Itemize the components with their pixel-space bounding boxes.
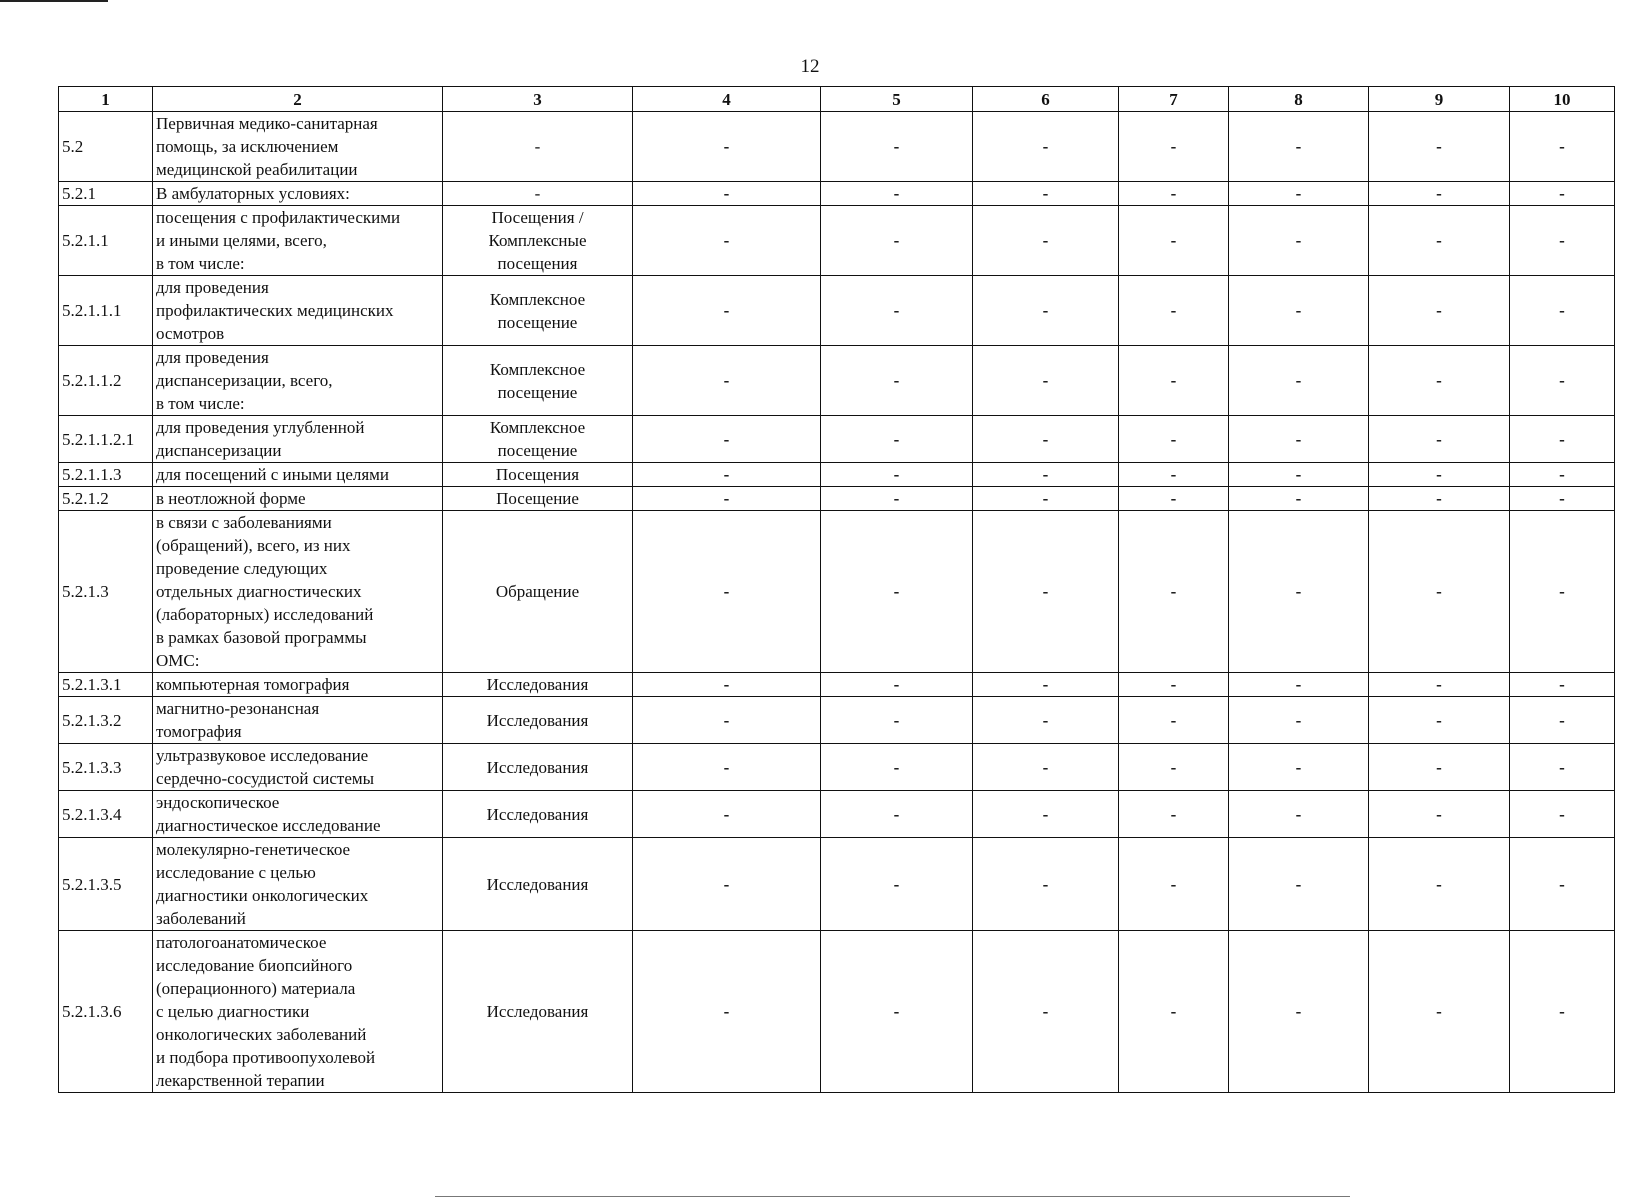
row-name: В амбулаторных условиях: xyxy=(153,182,443,206)
row-value-col-10: - xyxy=(1510,487,1615,511)
row-name: для проведения профилактических медицинских осмотров xyxy=(153,276,443,346)
row-unit: Посещения / Комплексные посещения xyxy=(443,206,633,276)
table-row xyxy=(59,346,1615,416)
column-header-1: 1 xyxy=(59,87,153,112)
row-value-col-10: - xyxy=(1510,838,1615,931)
row-value-col-10: - xyxy=(1510,791,1615,838)
row-unit: Комплексное посещение xyxy=(443,276,633,346)
row-value-col-4: - xyxy=(633,673,821,697)
table-row xyxy=(59,744,1615,791)
page-number: 12 xyxy=(800,56,820,77)
row-unit: Комплексное посещение xyxy=(443,346,633,416)
row-unit: Посещения xyxy=(443,463,633,487)
row-value-col-10: - xyxy=(1510,511,1615,673)
row-code: 5.2.1.1.1 xyxy=(59,276,153,346)
row-value-col-4: - xyxy=(633,346,821,416)
row-value-col-9: - xyxy=(1369,511,1510,673)
row-value-col-6: - xyxy=(973,838,1119,931)
row-value-col-10: - xyxy=(1510,276,1615,346)
row-value-col-9: - xyxy=(1369,463,1510,487)
row-value-col-4: - xyxy=(633,463,821,487)
row-value-col-8: - xyxy=(1229,673,1369,697)
row-value-col-7: - xyxy=(1119,276,1229,346)
row-code: 5.2.1.1.3 xyxy=(59,463,153,487)
column-header-3: 3 xyxy=(443,87,633,112)
row-value-col-8: - xyxy=(1229,276,1369,346)
row-value-col-5: - xyxy=(821,463,973,487)
row-value-col-5: - xyxy=(821,416,973,463)
row-value-col-5: - xyxy=(821,791,973,838)
row-code: 5.2.1.3.1 xyxy=(59,673,153,697)
row-value-col-10: - xyxy=(1510,112,1615,182)
row-code: 5.2.1 xyxy=(59,182,153,206)
row-unit: Обращение xyxy=(443,511,633,673)
row-value-col-9: - xyxy=(1369,182,1510,206)
column-header-7: 7 xyxy=(1119,87,1229,112)
row-value-col-5: - xyxy=(821,112,973,182)
row-value-col-9: - xyxy=(1369,112,1510,182)
row-code: 5.2.1.3.6 xyxy=(59,931,153,1093)
row-value-col-6: - xyxy=(973,791,1119,838)
row-value-col-4: - xyxy=(633,511,821,673)
row-value-col-9: - xyxy=(1369,673,1510,697)
row-value-col-7: - xyxy=(1119,673,1229,697)
top-rule xyxy=(0,0,108,2)
column-header-4: 4 xyxy=(633,87,821,112)
row-name: эндоскопическое диагностическое исследование xyxy=(153,791,443,838)
table-row xyxy=(59,511,1615,673)
row-value-col-5: - xyxy=(821,697,973,744)
row-value-col-6: - xyxy=(973,744,1119,791)
row-name: компьютерная томография xyxy=(153,673,443,697)
row-value-col-8: - xyxy=(1229,112,1369,182)
row-value-col-9: - xyxy=(1369,697,1510,744)
row-value-col-4: - xyxy=(633,276,821,346)
row-value-col-9: - xyxy=(1369,487,1510,511)
row-name: молекулярно-генетическое исследование с целью диагностики онкологических заболеваний xyxy=(153,838,443,931)
row-unit: Комплексное посещение xyxy=(443,416,633,463)
row-value-col-7: - xyxy=(1119,346,1229,416)
row-value-col-9: - xyxy=(1369,206,1510,276)
table-row xyxy=(59,487,1615,511)
row-value-col-10: - xyxy=(1510,416,1615,463)
row-value-col-6: - xyxy=(973,206,1119,276)
row-value-col-8: - xyxy=(1229,346,1369,416)
row-code: 5.2.1.1.2.1 xyxy=(59,416,153,463)
row-value-col-10: - xyxy=(1510,673,1615,697)
row-value-col-4: - xyxy=(633,744,821,791)
row-value-col-9: - xyxy=(1369,346,1510,416)
row-code: 5.2.1.3.4 xyxy=(59,791,153,838)
row-value-col-4: - xyxy=(633,182,821,206)
row-unit: Исследования xyxy=(443,673,633,697)
row-value-col-8: - xyxy=(1229,697,1369,744)
row-value-col-5: - xyxy=(821,487,973,511)
row-value-col-7: - xyxy=(1119,697,1229,744)
row-value-col-9: - xyxy=(1369,416,1510,463)
row-name: в неотложной форме xyxy=(153,487,443,511)
row-value-col-7: - xyxy=(1119,463,1229,487)
row-name: ультразвуковое исследование сердечно-сосудистой системы xyxy=(153,744,443,791)
row-value-col-7: - xyxy=(1119,511,1229,673)
row-value-col-10: - xyxy=(1510,697,1615,744)
row-value-col-4: - xyxy=(633,697,821,744)
row-value-col-6: - xyxy=(973,416,1119,463)
row-name: посещения с профилактическими и иными целями, всего, в том числе: xyxy=(153,206,443,276)
row-value-col-7: - xyxy=(1119,206,1229,276)
table-row xyxy=(59,838,1615,931)
row-value-col-4: - xyxy=(633,416,821,463)
column-header-8: 8 xyxy=(1229,87,1369,112)
row-value-col-6: - xyxy=(973,463,1119,487)
row-code: 5.2.1.3.2 xyxy=(59,697,153,744)
data-table xyxy=(58,86,1615,1093)
table-row xyxy=(59,697,1615,744)
column-header-5: 5 xyxy=(821,87,973,112)
row-value-col-10: - xyxy=(1510,931,1615,1093)
row-name: для посещений с иными целями xyxy=(153,463,443,487)
row-unit: - xyxy=(443,182,633,206)
row-value-col-9: - xyxy=(1369,744,1510,791)
row-value-col-7: - xyxy=(1119,182,1229,206)
row-value-col-10: - xyxy=(1510,182,1615,206)
row-value-col-4: - xyxy=(633,206,821,276)
row-unit: Исследования xyxy=(443,697,633,744)
table-row xyxy=(59,673,1615,697)
bottom-rule xyxy=(435,1196,1350,1197)
row-name: патологоанатомическое исследование биопсийного (операционного) материала с целью диагностики онкологических заболеваний и подбора противоопухолевой лекарственной терапии xyxy=(153,931,443,1093)
row-value-col-10: - xyxy=(1510,206,1615,276)
row-name: для проведения диспансеризации, всего, в том числе: xyxy=(153,346,443,416)
row-value-col-6: - xyxy=(973,487,1119,511)
row-value-col-7: - xyxy=(1119,744,1229,791)
table-row xyxy=(59,112,1615,182)
row-value-col-5: - xyxy=(821,206,973,276)
row-value-col-9: - xyxy=(1369,931,1510,1093)
row-value-col-7: - xyxy=(1119,487,1229,511)
row-value-col-9: - xyxy=(1369,791,1510,838)
row-value-col-5: - xyxy=(821,673,973,697)
row-value-col-8: - xyxy=(1229,206,1369,276)
table-row xyxy=(59,791,1615,838)
row-value-col-7: - xyxy=(1119,416,1229,463)
row-unit: - xyxy=(443,112,633,182)
row-value-col-4: - xyxy=(633,931,821,1093)
row-value-col-6: - xyxy=(973,697,1119,744)
table-row xyxy=(59,276,1615,346)
row-value-col-8: - xyxy=(1229,463,1369,487)
table-row xyxy=(59,182,1615,206)
column-header-10: 10 xyxy=(1510,87,1615,112)
row-value-col-8: - xyxy=(1229,511,1369,673)
row-value-col-8: - xyxy=(1229,182,1369,206)
header-row xyxy=(59,87,1615,112)
row-value-col-8: - xyxy=(1229,931,1369,1093)
row-unit: Исследования xyxy=(443,931,633,1093)
row-value-col-7: - xyxy=(1119,931,1229,1093)
row-name: Первичная медико-санитарная помощь, за исключением медицинской реабилитации xyxy=(153,112,443,182)
row-value-col-5: - xyxy=(821,276,973,346)
row-value-col-7: - xyxy=(1119,838,1229,931)
column-header-6: 6 xyxy=(973,87,1119,112)
row-value-col-10: - xyxy=(1510,346,1615,416)
row-value-col-5: - xyxy=(821,511,973,673)
table-row xyxy=(59,931,1615,1093)
row-value-col-4: - xyxy=(633,112,821,182)
row-value-col-8: - xyxy=(1229,416,1369,463)
table-row xyxy=(59,463,1615,487)
row-value-col-7: - xyxy=(1119,112,1229,182)
row-code: 5.2.1.1.2 xyxy=(59,346,153,416)
row-value-col-6: - xyxy=(973,511,1119,673)
row-value-col-9: - xyxy=(1369,276,1510,346)
row-unit: Посещение xyxy=(443,487,633,511)
column-header-9: 9 xyxy=(1369,87,1510,112)
row-value-col-8: - xyxy=(1229,791,1369,838)
row-value-col-5: - xyxy=(821,744,973,791)
table-row xyxy=(59,416,1615,463)
row-code: 5.2.1.3.3 xyxy=(59,744,153,791)
row-value-col-4: - xyxy=(633,791,821,838)
row-value-col-8: - xyxy=(1229,487,1369,511)
row-unit: Исследования xyxy=(443,744,633,791)
row-value-col-9: - xyxy=(1369,838,1510,931)
row-name: для проведения углубленной диспансеризации xyxy=(153,416,443,463)
row-code: 5.2.1.1 xyxy=(59,206,153,276)
row-value-col-8: - xyxy=(1229,838,1369,931)
row-value-col-6: - xyxy=(973,931,1119,1093)
row-value-col-6: - xyxy=(973,673,1119,697)
row-value-col-6: - xyxy=(973,346,1119,416)
row-unit: Исследования xyxy=(443,838,633,931)
row-value-col-5: - xyxy=(821,838,973,931)
row-value-col-7: - xyxy=(1119,791,1229,838)
row-name: магнитно-резонансная томография xyxy=(153,697,443,744)
row-unit: Исследования xyxy=(443,791,633,838)
row-value-col-5: - xyxy=(821,182,973,206)
row-code: 5.2.1.3.5 xyxy=(59,838,153,931)
row-name: в связи с заболеваниями (обращений), всего, из них проведение следующих отдельных диагностических (лабораторных) исследований в рамках базовой программы ОМС: xyxy=(153,511,443,673)
table-row xyxy=(59,206,1615,276)
row-value-col-4: - xyxy=(633,838,821,931)
row-value-col-5: - xyxy=(821,346,973,416)
row-code: 5.2 xyxy=(59,112,153,182)
row-value-col-5: - xyxy=(821,931,973,1093)
column-header-2: 2 xyxy=(153,87,443,112)
row-value-col-6: - xyxy=(973,112,1119,182)
row-value-col-8: - xyxy=(1229,744,1369,791)
row-value-col-4: - xyxy=(633,487,821,511)
row-value-col-6: - xyxy=(973,276,1119,346)
row-code: 5.2.1.3 xyxy=(59,511,153,673)
row-value-col-10: - xyxy=(1510,463,1615,487)
row-value-col-10: - xyxy=(1510,744,1615,791)
row-code: 5.2.1.2 xyxy=(59,487,153,511)
row-value-col-6: - xyxy=(973,182,1119,206)
